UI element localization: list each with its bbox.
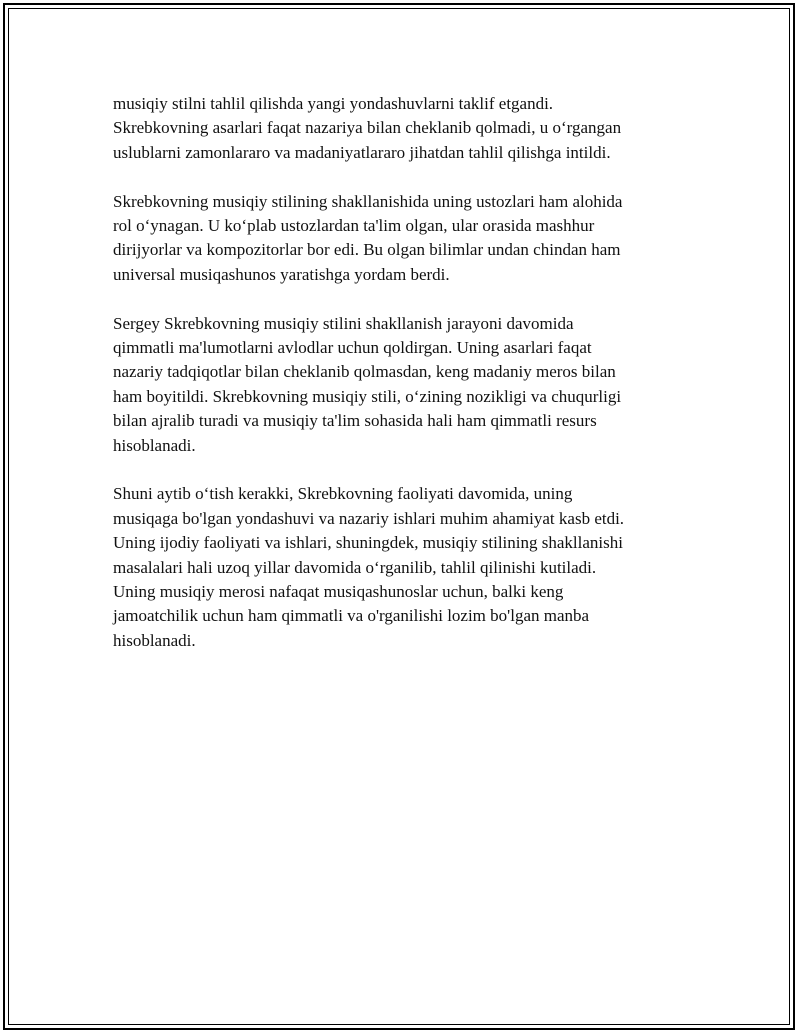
text-line: Sergey Skrebkovning musiqiy stilini shakllanish jarayoni davomida [113, 313, 574, 333]
text-line: Uning ijodiy faoliyati va ishlari, shuningdek, musiqiy stilining shakllanishi [113, 533, 623, 553]
text-line: ham boyitildi. Skrebkovning musiqiy stili, o‘zining nozikligi va chuqurligi [113, 386, 622, 406]
text-line: qimmatli ma'lumotlarni avlodlar uchun qoldirgan. Uning asarlari faqat [113, 338, 592, 358]
text-line: uslublarni zamonlararo va madaniyatlararo jihatdan tahlil qilishga intildi. [113, 142, 611, 162]
text-line: Shuni aytib o‘tish kerakki, Skrebkovning faoliyati davomida, uning [113, 484, 573, 504]
text-line: masalalari hali uzoq yillar davomida o‘rganilib, tahlil qilinishi kutiladi. [113, 557, 597, 577]
text-line: bilan ajralib turadi va musiqiy ta'lim sohasida hali ham qimmatli resurs [113, 411, 597, 431]
text-line: nazariy tadqiqotlar bilan cheklanib qolmasdan, keng madaniy meros bilan [113, 362, 616, 382]
document-body [113, 92, 683, 678]
paragraph [113, 312, 683, 458]
text-line: musiqiy stilni tahlil qilishda yangi yondashuvlarni taklif etgandi. [113, 94, 554, 113]
text-line: dirijyorlar va kompozitorlar bor edi. Bu olgan bilimlar undan chindan ham [113, 240, 621, 260]
text-line: jamoatchilik uchun ham qimmatli va o'rganilishi lozim bo'lgan manba [113, 606, 590, 626]
text-line: musiqaga bo'lgan yondashuvi va nazariy ishlari muhim ahamiyat kasb etdi. [113, 508, 625, 528]
text-line: Uning musiqiy merosi nafaqat musiqashunoslar uchun, balki keng [113, 582, 564, 602]
paragraph [113, 482, 683, 653]
text-line: Skrebkovning musiqiy stilining shakllanishida uning ustozlari ham alohida [113, 191, 623, 211]
paragraph [113, 92, 683, 165]
text-line: Skrebkovning asarlari faqat nazariya bilan cheklanib qolmadi, u o‘rgangan [113, 118, 622, 138]
text-line: universal musiqashunos yaratishga yordam berdi. [113, 264, 450, 284]
text-line: hisoblanadi. [113, 435, 196, 455]
text-line: rol o‘ynagan. U ko‘plab ustozlardan ta'lim olgan, ular orasida mashhur [113, 216, 595, 236]
text-line: hisoblanadi. [113, 630, 196, 650]
paragraph [113, 190, 683, 288]
